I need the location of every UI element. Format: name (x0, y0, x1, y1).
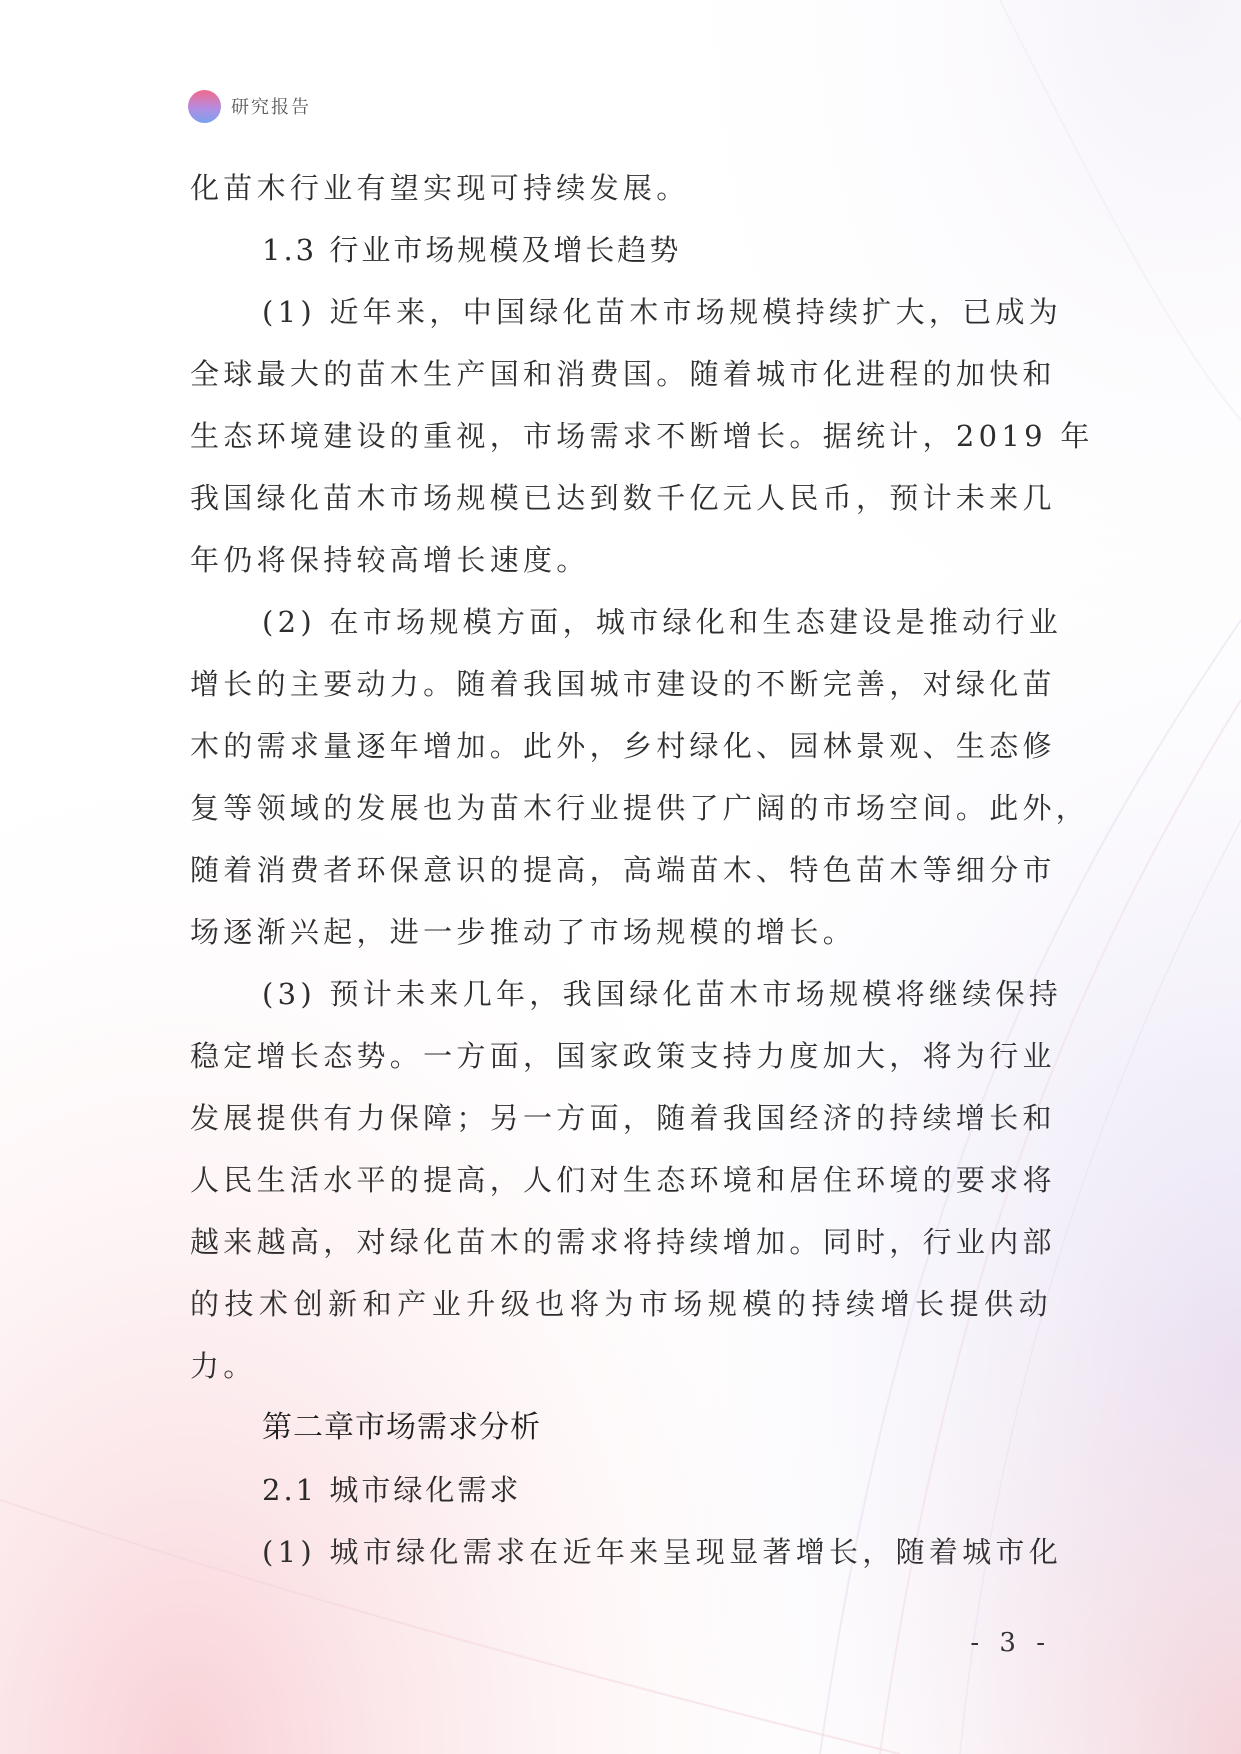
paragraph-line: 生态环境建设的重视，市场需求不断增长。据统计，2019 年 (190, 419, 1094, 453)
paragraph-line: (1) 城市绿化需求在近年来呈现显著增长，随着城市化 (262, 1535, 1063, 1569)
paragraph-line: (3) 预计未来几年，我国绿化苗木市场规模将继续保持 (262, 977, 1063, 1011)
section-heading-2-1: 2.1 城市绿化需求 (262, 1473, 522, 1507)
paragraph-line: 木的需求量逐年增加。此外，乡村绿化、园林景观、生态修 (190, 729, 1056, 763)
paragraph-line: 场逐渐兴起，进一步推动了市场规模的增长。 (190, 915, 857, 949)
section-heading-1-3: 1.3 行业市场规模及增长趋势 (262, 233, 682, 267)
report-header (188, 89, 311, 123)
paragraph-line: 发展提供有力保障；另一方面，随着我国经济的持续增长和 (190, 1101, 1056, 1135)
paragraph-line: 全球最大的苗木生产国和消费国。随着城市化进程的加快和 (190, 357, 1056, 391)
paragraph-line: 我国绿化苗木市场规模已达到数千亿元人民币，预计未来几 (190, 481, 1056, 515)
paragraph-line: (1) 近年来，中国绿化苗木市场规模持续扩大，已成为 (262, 295, 1063, 329)
paragraph-line: 的技术创新和产业升级也将为市场规模的持续增长提供动 (190, 1287, 1052, 1321)
paragraph-line: 化苗木行业有望实现可持续发展。 (190, 171, 690, 205)
chapter-heading-2: 第二章市场需求分析 (262, 1410, 541, 1445)
paragraph-line: 力。 (190, 1349, 257, 1383)
report-logo-icon (188, 90, 221, 123)
paragraph-line: 随着消费者环保意识的提高，高端苗木、特色苗木等细分市 (190, 853, 1056, 887)
header-label: 研究报告 (231, 97, 311, 118)
paragraph-line: 复等领域的发展也为苗木行业提供了广阔的市场空间。此外， (190, 791, 1090, 825)
paragraph-line: 稳定增长态势。一方面，国家政策支持力度加大，将为行业 (190, 1039, 1056, 1073)
paragraph-line: 年仍将保持较高增长速度。 (190, 543, 590, 577)
paragraph-line: (2) 在市场规模方面，城市绿化和生态建设是推动行业 (262, 605, 1063, 639)
document-body (190, 157, 1094, 1583)
paragraph-line: 人民生活水平的提高，人们对生态环境和居住环境的要求将 (190, 1163, 1056, 1197)
paragraph-line: 增长的主要动力。随着我国城市建设的不断完善，对绿化苗 (190, 667, 1056, 701)
page-number: - 3 - (970, 1628, 1051, 1658)
paragraph-line: 越来越高，对绿化苗木的需求将持续增加。同时，行业内部 (190, 1225, 1056, 1259)
